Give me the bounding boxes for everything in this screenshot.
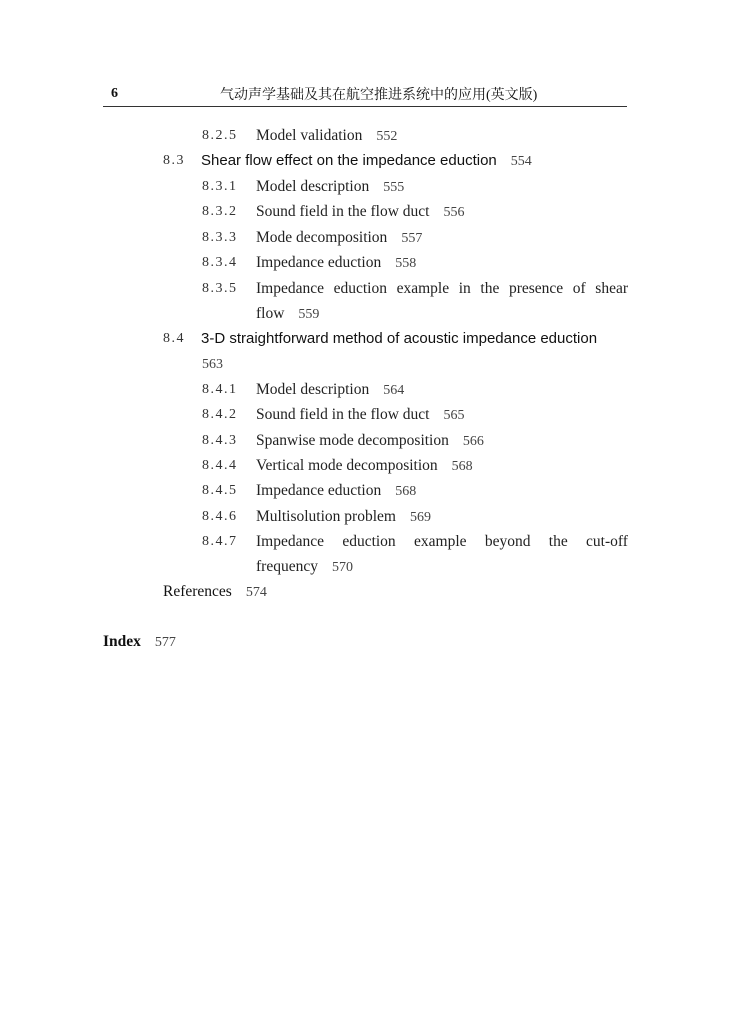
section-number: 8.4 [163,331,185,346]
entry-number: 8.3.5 [202,281,238,296]
entry-title-word: the [548,533,568,550]
running-header-title: 气动声学基础及其在航空推进系统中的应用(英文版) [220,88,538,103]
entry-page: 558 [395,256,417,271]
entry-number: 8.2.5 [202,128,238,143]
entry-title-word: shear [595,280,628,297]
entry-page: 552 [376,129,398,144]
entry-page: 555 [383,180,405,195]
entry-page: 570 [331,560,353,575]
entry-number: 8.3.3 [202,230,238,245]
section-title: Shear flow effect on the impedance eduction [201,152,497,169]
index-page: 577 [154,635,176,650]
entry-title: Multisolution problem [256,508,396,525]
entry-title-word: example [396,280,450,297]
entry-page: 556 [443,205,465,220]
section-page: 554 [510,154,532,169]
entry-title: Vertical mode decomposition [256,457,438,474]
header-rule [103,106,627,107]
entry-number: 8.4.1 [202,382,238,397]
toc-references[interactable] [163,582,267,603]
entry-title: Model description [256,381,370,398]
section-page: 563 [202,357,223,372]
entry-title: Sound field in the flow duct [256,406,430,423]
entry-page: 566 [462,434,484,449]
entry-page: 559 [298,307,320,322]
toc-entry-8-4-7[interactable] [256,532,628,552]
entry-title: Model description [256,178,370,195]
section-title: 3-D straightforward method of acoustic impedance eduction [201,330,598,347]
entry-page: 568 [451,459,473,474]
entry-number: 8.3.4 [202,255,238,270]
entry-title: Mode decomposition [256,229,388,246]
entry-title-continuation: flow [256,305,285,322]
references-page: 574 [245,585,267,600]
entry-page: 565 [443,408,465,423]
section-number: 8.3 [163,153,185,168]
entry-page: 569 [409,510,431,525]
entry-number: 8.4.2 [202,407,238,422]
toc-index[interactable] [103,633,176,651]
entry-page: 568 [395,484,417,499]
entry-number: 8.4.7 [202,534,238,549]
entry-number: 8.3.1 [202,179,238,194]
entry-page: 557 [401,231,423,246]
entry-title-word: of [572,280,586,297]
references-title: References [163,583,232,600]
entry-title-continuation: frequency [256,558,318,575]
entry-title: Impedance eduction [256,482,382,499]
entry-number: 8.4.4 [202,458,238,473]
entry-title-word: cut-off [586,533,628,550]
entry-title-word: example [414,533,467,550]
page-number: 6 [111,86,118,101]
toc-entry-8-4-7-continuation[interactable] [256,557,353,578]
entry-title-word: eduction [333,280,387,297]
entry-page: 564 [383,383,405,398]
entry-number: 8.3.2 [202,204,238,219]
index-title: Index [103,633,141,650]
entry-number: 8.4.3 [202,433,238,448]
entry-title-word: beyond [484,533,531,550]
toc-entry-8-3-5-continuation[interactable] [256,304,319,325]
entry-title-word: eduction [342,533,396,550]
entry-title-word: presence [508,280,564,297]
entry-number: 8.4.5 [202,483,238,498]
entry-title-word: Impedance [256,533,324,550]
entry-title: Model validation [256,127,363,144]
entry-title-word: Impedance [256,280,324,297]
entry-title: Sound field in the flow duct [256,203,430,220]
entry-title-word: the [480,280,500,297]
entry-title: Impedance eduction [256,254,382,271]
entry-title: Spanwise mode decomposition [256,432,449,449]
toc-entry-8-3-5[interactable] [256,279,628,299]
entry-title-word: in [458,280,471,297]
toc-section-8-4-page-line[interactable] [202,354,223,375]
entry-number: 8.4.6 [202,509,238,524]
